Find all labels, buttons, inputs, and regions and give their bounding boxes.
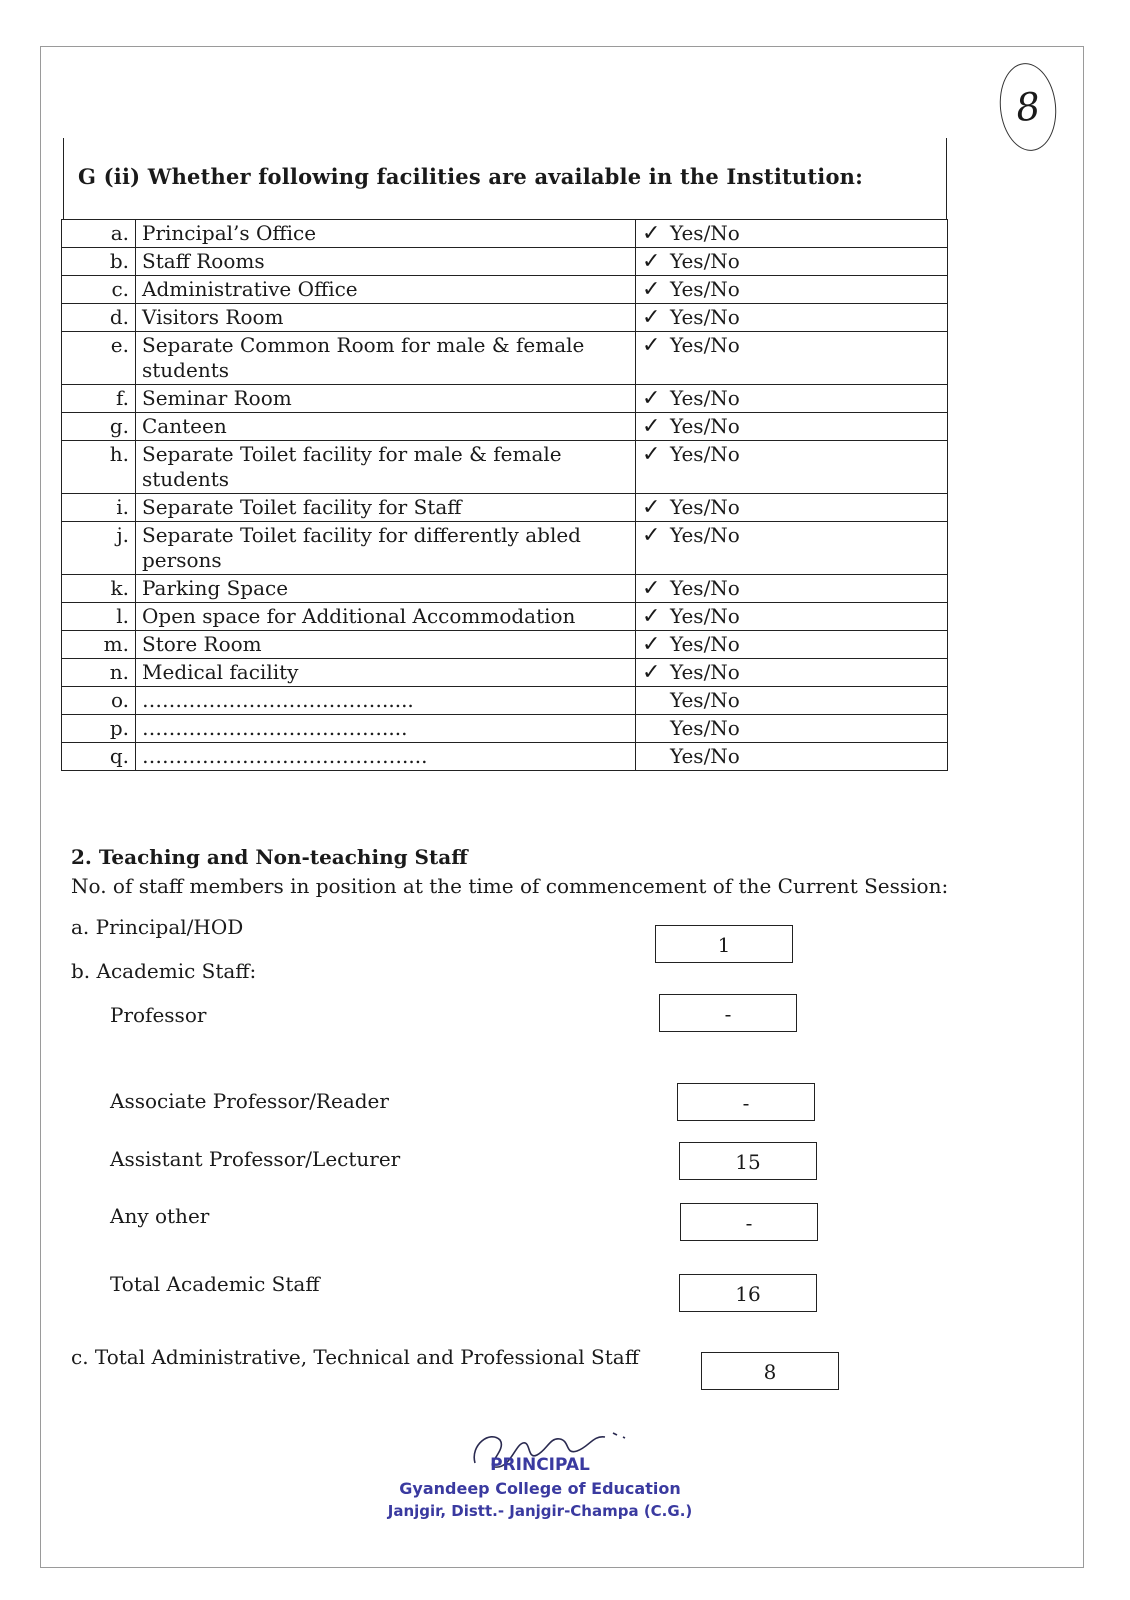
- facility-row: [62, 659, 948, 687]
- facility-availability: [636, 631, 948, 659]
- facility-name: Separate Common Room for male & female students: [136, 332, 636, 385]
- facility-name: Visitors Room: [136, 304, 636, 332]
- yes-no-text: Yes/No: [670, 604, 740, 628]
- facility-letter: o.: [62, 687, 136, 715]
- yes-no-text: Yes/No: [670, 221, 740, 245]
- facility-name: ……………………………….....: [136, 687, 636, 715]
- yes-no-text: Yes/No: [670, 576, 740, 600]
- any-other-count-box: -: [680, 1203, 818, 1241]
- facility-letter: m.: [62, 631, 136, 659]
- admin-staff-count-box: 8: [701, 1352, 839, 1390]
- facilities-section-header: [63, 138, 947, 220]
- yes-no-text: Yes/No: [670, 305, 740, 329]
- facility-name: Staff Rooms: [136, 248, 636, 276]
- facility-name: Separate Toilet facility for Staff: [136, 494, 636, 522]
- checkmark-icon: ✓: [642, 386, 661, 411]
- facility-letter: i.: [62, 494, 136, 522]
- facility-name: Parking Space: [136, 575, 636, 603]
- yes-no-text: Yes/No: [670, 744, 740, 768]
- facility-row: [62, 575, 948, 603]
- facility-letter: j.: [62, 522, 136, 575]
- checkmark-icon: ✓: [642, 277, 661, 302]
- facility-letter: p.: [62, 715, 136, 743]
- yes-no-text: Yes/No: [670, 495, 740, 519]
- checkmark-icon: ✓: [642, 333, 661, 358]
- facility-row: [62, 220, 948, 248]
- facility-row: [62, 332, 948, 385]
- facility-row: [62, 276, 948, 304]
- facility-name: Open space for Additional Accommodation: [136, 603, 636, 631]
- facility-row: [62, 248, 948, 276]
- yes-no-text: Yes/No: [670, 333, 740, 357]
- facility-letter: l.: [62, 603, 136, 631]
- facility-row: [62, 304, 948, 332]
- yes-no-text: Yes/No: [670, 660, 740, 684]
- staff-section-title: 2. Teaching and Non-teaching Staff: [71, 845, 468, 869]
- facility-name: Administrative Office: [136, 276, 636, 304]
- facility-letter: k.: [62, 575, 136, 603]
- assistant-professor-count-box: 15: [679, 1142, 817, 1180]
- facility-availability: [636, 220, 948, 248]
- facility-availability: [636, 603, 948, 631]
- facility-name: Medical facility: [136, 659, 636, 687]
- yes-no-text: Yes/No: [670, 688, 740, 712]
- facility-availability: [636, 385, 948, 413]
- facility-availability: [636, 659, 948, 687]
- total-academic-label: Total Academic Staff: [110, 1272, 320, 1296]
- facility-name: Seminar Room: [136, 385, 636, 413]
- professor-count-box: -: [659, 994, 797, 1032]
- admin-staff-label: c. Total Administrative, Technical and Professional Staff: [71, 1345, 639, 1369]
- stamp-title: PRINCIPAL: [490, 1455, 590, 1475]
- checkmark-icon: ✓: [642, 632, 661, 657]
- yes-no-text: Yes/No: [670, 632, 740, 656]
- principal-stamp: [380, 1455, 700, 1520]
- facility-availability: [636, 687, 948, 715]
- facility-availability: [636, 248, 948, 276]
- facility-name: Canteen: [136, 413, 636, 441]
- facility-name: Principal’s Office: [136, 220, 636, 248]
- checkmark-icon: ✓: [642, 604, 661, 629]
- facility-row: [62, 631, 948, 659]
- facility-availability: [636, 743, 948, 771]
- facility-row: [62, 603, 948, 631]
- principal-label: a. Principal/HOD: [71, 915, 244, 939]
- facility-row: [62, 687, 948, 715]
- facility-availability: [636, 332, 948, 385]
- total-academic-count-box: 16: [679, 1274, 817, 1312]
- yes-no-text: Yes/No: [670, 414, 740, 438]
- checkmark-icon: ✓: [642, 305, 661, 330]
- facility-availability: [636, 715, 948, 743]
- facility-name: Separate Toilet facility for differently abled persons: [136, 522, 636, 575]
- facility-letter: d.: [62, 304, 136, 332]
- yes-no-text: Yes/No: [670, 716, 740, 740]
- checkmark-icon: ✓: [642, 495, 661, 520]
- checkmark-icon: ✓: [642, 576, 661, 601]
- stamp-address: Janjgir, Distt.- Janjgir-Champa (C.G.): [387, 1502, 693, 1520]
- facility-name: ………………………………....: [136, 715, 636, 743]
- facility-row: [62, 413, 948, 441]
- facility-row: [62, 522, 948, 575]
- facility-name: Separate Toilet facility for male & female students: [136, 441, 636, 494]
- yes-no-text: Yes/No: [670, 277, 740, 301]
- yes-no-text: Yes/No: [670, 386, 740, 410]
- facility-row: [62, 743, 948, 771]
- facility-letter: b.: [62, 248, 136, 276]
- checkmark-icon: ✓: [642, 660, 661, 685]
- facility-letter: n.: [62, 659, 136, 687]
- yes-no-text: Yes/No: [670, 442, 740, 466]
- principal-count-box: 1: [655, 925, 793, 963]
- facility-availability: [636, 441, 948, 494]
- facility-letter: f.: [62, 385, 136, 413]
- facility-availability: [636, 304, 948, 332]
- checkmark-icon: ✓: [642, 523, 661, 548]
- facility-availability: [636, 522, 948, 575]
- facility-availability: [636, 494, 948, 522]
- facility-availability: [636, 413, 948, 441]
- checkmark-icon: ✓: [642, 442, 661, 467]
- facility-row: [62, 715, 948, 743]
- checkmark-icon: ✓: [642, 221, 661, 246]
- stamp-college: Gyandeep College of Education: [399, 1479, 681, 1498]
- associate-professor-label: Associate Professor/Reader: [110, 1089, 389, 1113]
- facility-letter: g.: [62, 413, 136, 441]
- facilities-table: [61, 219, 948, 771]
- facility-letter: c.: [62, 276, 136, 304]
- yes-no-text: Yes/No: [670, 249, 740, 273]
- facility-row: [62, 494, 948, 522]
- page-number: 8: [996, 60, 1061, 153]
- facility-name: …………………………………....: [136, 743, 636, 771]
- checkmark-icon: ✓: [642, 414, 661, 439]
- facility-letter: a.: [62, 220, 136, 248]
- academic-staff-label: b. Academic Staff:: [71, 959, 257, 983]
- facilities-heading: G (ii) Whether following facilities are available in the Institution:: [78, 164, 864, 189]
- facility-name: Store Room: [136, 631, 636, 659]
- yes-no-text: Yes/No: [670, 523, 740, 547]
- facility-availability: [636, 575, 948, 603]
- facility-row: [62, 441, 948, 494]
- facility-letter: h.: [62, 441, 136, 494]
- assistant-professor-label: Assistant Professor/Lecturer: [110, 1147, 401, 1171]
- facility-row: [62, 385, 948, 413]
- facility-letter: q.: [62, 743, 136, 771]
- facility-letter: e.: [62, 332, 136, 385]
- staff-intro-text: No. of staff members in position at the time of commencement of the Current Session:: [71, 874, 949, 898]
- any-other-label: Any other: [110, 1204, 210, 1228]
- associate-professor-count-box: -: [677, 1083, 815, 1121]
- professor-label: Professor: [110, 1003, 207, 1027]
- facility-availability: [636, 276, 948, 304]
- checkmark-icon: ✓: [642, 249, 661, 274]
